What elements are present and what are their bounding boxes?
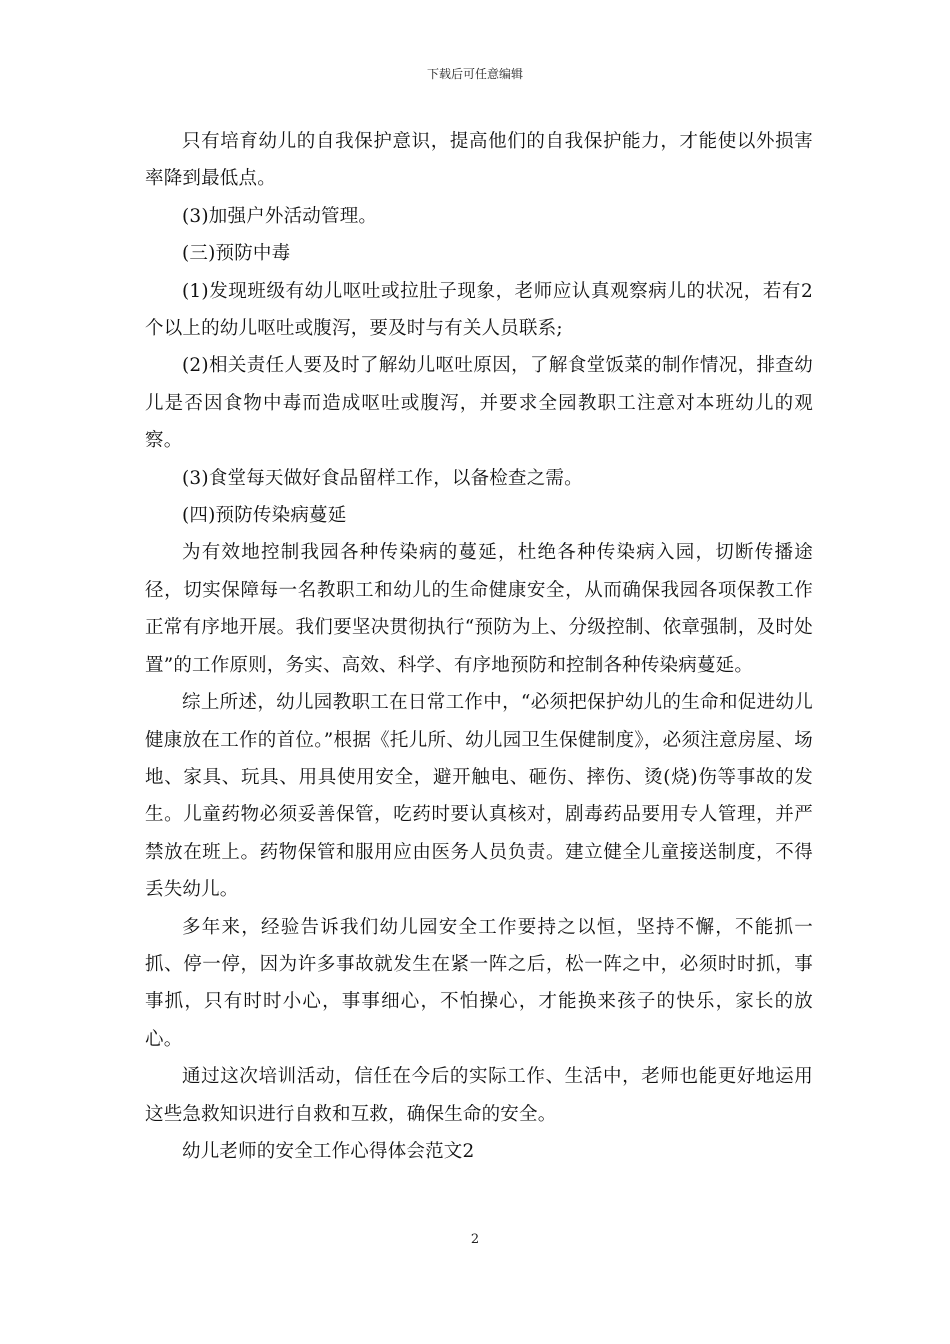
paragraph-2: (3)加强户外活动管理。 — [182, 205, 378, 227]
paragraph-5: (2)相关责任人要及时了解幼儿呕吐原因，了解食堂饭菜的制作情况，排查幼儿是否因食物中毒而造成呕吐或腹泻，并要求全园教职工注意对本班幼儿的观察。 — [145, 355, 813, 452]
section-heading-3: (三)预防中毒 — [182, 243, 291, 265]
paragraph-6: (3)食堂每天做好食品留样工作，以备检查之需。 — [182, 467, 583, 489]
section-heading-7: (四)预防传染病蔓延 — [182, 505, 347, 527]
paragraph-9: 综上所述，幼儿园教职工在日常工作中，“必须把保护幼儿的生命和促进幼儿健康放在工作的首位。”根据《托儿所、幼儿园卫生保健制度》，必须注意房屋、场地、家具、玩具、用具使用安全，避开触电、砸伤、摔伤、烫(烧)伤等事故的发生。儿童药物必须妥善保管，吃药时要认真核对，剧毒药品要用专人管理，并严禁放在班上。药物保管和服用应由医务人员负责。建立健全儿童接送制度，不得丢失幼儿。 — [145, 692, 813, 901]
paragraph-8: 为有效地控制我园各种传染病的蔓延，杜绝各种传染病入园，切断传播途径，切实保障每一名教职工和幼儿的生命健康安全，从而确保我园各项保教工作正常有序地开展。我们要坚决贯彻执行“预防为上、分级控制、依章强制，及时处置”的工作原则，务实、高效、科学、有序地预防和控制各种传染病蔓延。 — [145, 542, 813, 676]
paragraph-4: (1)发现班级有幼儿呕吐或拉肚子现象，老师应认真观察病儿的状况，若有2个以上的幼儿呕吐或腹泻，要及时与有关人员联系; — [145, 280, 813, 340]
page-header: 下载后可任意编辑 — [426, 67, 523, 81]
paragraph-1: 只有培育幼儿的自我保护意识，提高他们的自我保护能力，才能使以外损害率降到最低点。 — [145, 131, 813, 190]
paragraph-12-title: 幼儿老师的安全工作心得体会范文2 — [182, 1140, 475, 1162]
page-number: 2 — [470, 1232, 480, 1247]
document-body — [145, 123, 813, 1170]
paragraph-10: 多年来，经验告诉我们幼儿园安全工作要持之以恒，坚持不懈，不能抓一抓、停一停，因为许多事故就发生在紧一阵之后，松一阵之中，必须时时抓，事事抓，只有时时小心，事事细心，不怕操心，才能换来孩子的快乐，家长的放心。 — [145, 916, 813, 1050]
paragraph-11: 通过这次培训活动，信任在今后的实际工作、生活中，老师也能更好地运用这些急救知识进行自救和互救，确保生命的安全。 — [145, 1066, 813, 1125]
